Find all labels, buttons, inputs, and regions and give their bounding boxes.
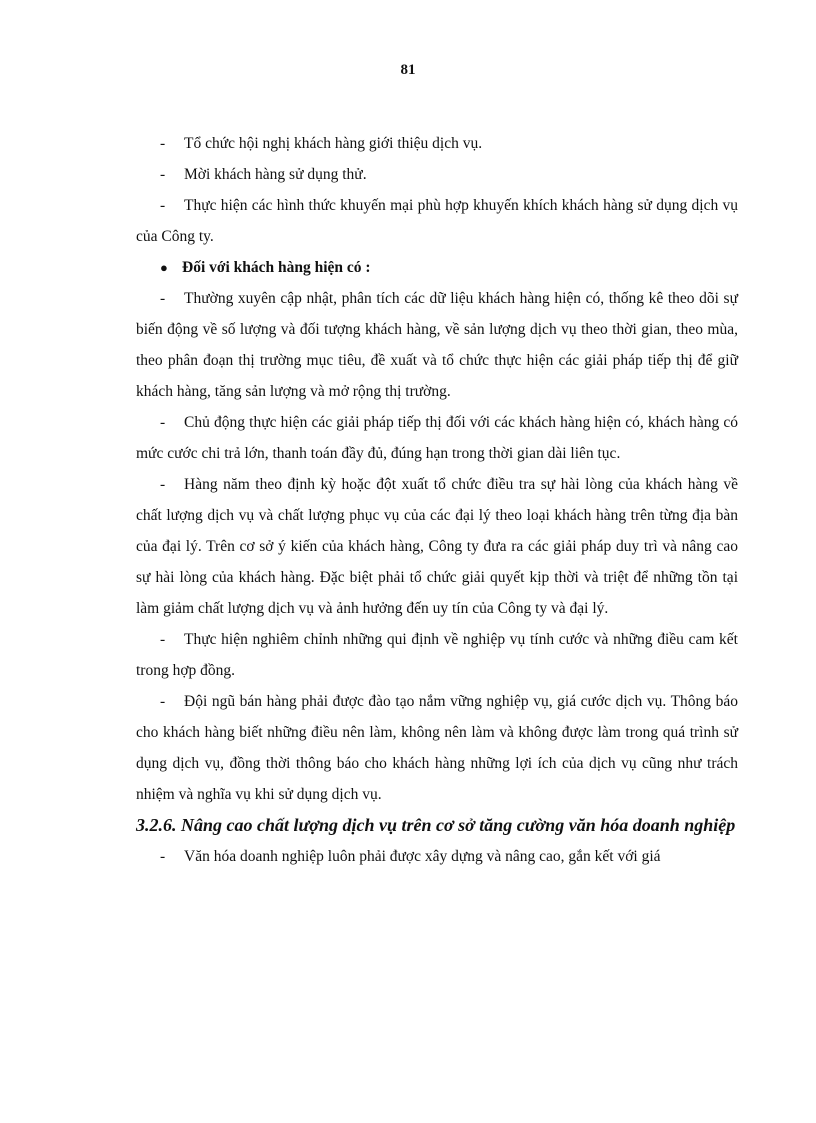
dash-marker: - (160, 476, 166, 493)
bullet-heading (136, 252, 738, 283)
section-heading: 3.2.6. Nâng cao chất lượng dịch vụ trên cơ sở tăng cường văn hóa doanh nghiệp (136, 815, 736, 835)
paragraph-text: Thực hiện các hình thức khuyến mại phù hợp khuyến khích khách hàng sử dụng dịch vụ của Công ty. (136, 197, 738, 245)
paragraph (136, 624, 738, 686)
paragraph (136, 469, 738, 624)
bullet-icon: ● (160, 260, 168, 275)
paragraph (136, 407, 738, 469)
paragraph-text: Thực hiện nghiêm chỉnh những qui định về nghiệp vụ tính cước và những điều cam kết trong hợp đồng. (136, 631, 738, 679)
dash-marker: - (160, 166, 166, 183)
dash-marker: - (160, 290, 166, 307)
paragraph (136, 841, 738, 872)
dash-marker: - (160, 631, 166, 648)
bullet-text: Đối với khách hàng hiện có : (182, 259, 371, 276)
paragraph-text: Tổ chức hội nghị khách hàng giới thiệu dịch vụ. (184, 135, 483, 152)
document-body (136, 128, 738, 872)
paragraph-text: Văn hóa doanh nghiệp luôn phải được xây dựng và nâng cao, gắn kết với giá (184, 848, 661, 865)
paragraph (136, 190, 738, 252)
dash-marker: - (160, 135, 166, 152)
page-number: 81 (400, 62, 416, 78)
paragraph (136, 686, 738, 810)
paragraph-text: Chủ động thực hiện các giải pháp tiếp thị đối với các khách hàng hiện có, khách hàng có mức cước chi trả lớn, thanh toán đầy đủ, đúng hạn trong thời gian dài liên tục. (136, 414, 738, 462)
dash-marker: - (160, 848, 166, 865)
paragraph-text: Thường xuyên cập nhật, phân tích các dữ liệu khách hàng hiện có, thống kê theo dõi sự biến động về số lượng và đối tượng khách hàng, về sản lượng dịch vụ theo thời gian, theo mùa, theo phân đoạn thị trường mục tiêu, đề xuất và tổ chức thực hiện các giải pháp tiếp thị để giữ khách hàng, tăng sản lượng và mở rộng thị trường. (136, 290, 738, 400)
paragraph (136, 283, 738, 407)
paragraph (136, 128, 738, 159)
dash-marker: - (160, 197, 166, 214)
paragraph-text: Đội ngũ bán hàng phải được đào tạo nắm vững nghiệp vụ, giá cước dịch vụ. Thông báo cho khách hàng biết những điều nên làm, không nên làm và không được làm trong quá trình sử dụng dịch vụ, đồng thời thông báo cho khách hàng những lợi ích của dịch vụ cũng như trách nhiệm và nghĩa vụ khi sử dụng dịch vụ. (136, 693, 738, 803)
paragraph (136, 159, 738, 190)
paragraph-text: Mời khách hàng sử dụng thử. (184, 166, 367, 183)
paragraph-text: Hàng năm theo định kỳ hoặc đột xuất tổ chức điều tra sự hài lòng của khách hàng về chất lượng dịch vụ và chất lượng phục vụ của các đại lý theo loại khách hàng trên từng địa bàn của đại lý. Trên cơ sở ý kiến của khách hàng, Công ty đưa ra các giải pháp duy trì và nâng cao sự hài lòng của khách hàng. Đặc biệt phải tổ chức giải quyết kịp thời và triệt để những tồn tại làm giảm chất lượng dịch vụ và ảnh hưởng đến uy tín của Công ty và đại lý. (136, 476, 738, 617)
dash-marker: - (160, 414, 166, 431)
dash-marker: - (160, 693, 166, 710)
